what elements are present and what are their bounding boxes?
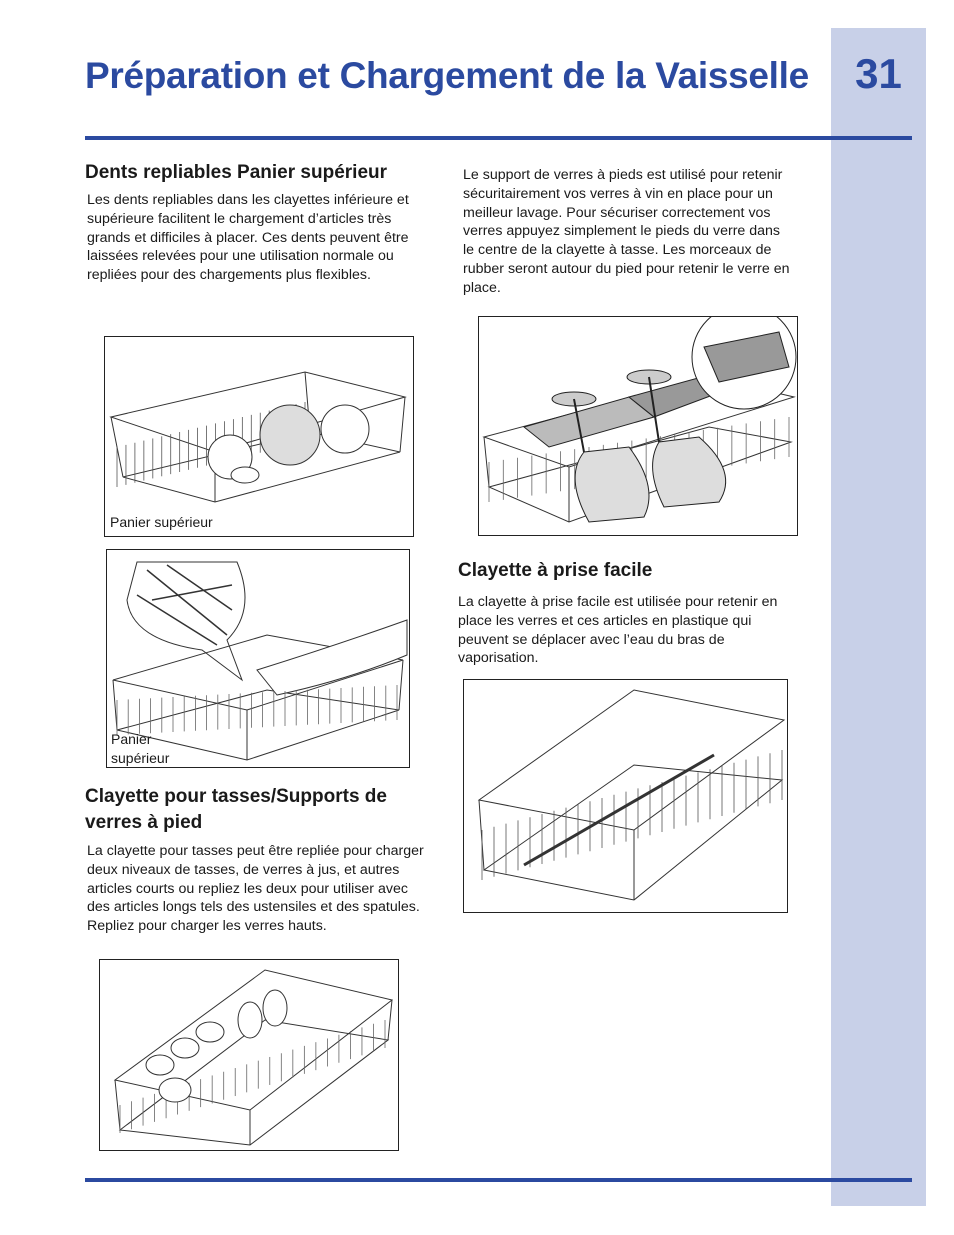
cup-shelf-heading: Clayette pour tasses/Supports de verres à pied xyxy=(85,786,387,833)
upper-rack-illustration xyxy=(105,337,413,536)
tines-body: Les dents repliables dans les clayettes inférieure et supérieure facilitent le chargement d’articles très grands et difficiles à placer. Ces dents peuvent être laissées relevées pour une utilisation normale ou repliées pour des chargements plus flexibles. xyxy=(87,192,409,284)
easy-grip-body: La clayette à prise facile est utilisée pour retenir en place les verres et ces articles en plastique qui peuvent se déplacer avec l’eau du bras de vaporisation. xyxy=(458,594,778,667)
cup-shelf-figure xyxy=(99,959,399,1151)
cup-shelf-body: La clayette pour tasses peut être repliée pour charger deux niveaux de tasses, de verres à jus, et autres articles courts ou repliez les deux pour utiliser avec des articles longs tels des ustensiles et des spatules. Repliez pour charger les verres hauts. xyxy=(87,843,424,935)
bottom-rule xyxy=(85,1178,912,1182)
tine-fold-illustration xyxy=(107,550,409,767)
cup-shelf-illustration xyxy=(100,960,398,1150)
easy-grip-heading: Clayette à prise facile xyxy=(458,560,653,581)
easy-grip-figure xyxy=(463,679,788,913)
top-rule xyxy=(85,136,912,140)
easy-grip-illustration xyxy=(464,680,787,912)
stemware-figure xyxy=(478,316,798,536)
page-title: Préparation et Chargement de la Vaisselle xyxy=(85,55,809,96)
figure1-caption: Panier supérieur xyxy=(110,514,213,530)
figure2-caption-line2: supérieur xyxy=(111,750,170,766)
side-band xyxy=(831,28,926,1206)
stemware-body: Le support de verres à pieds est utilisé pour retenir sécuritairement vos verres à vin en place pour un meilleur lavage. Pour sécuriser correctement vos verres appuyez simplement le pieds du verre dans le centre de la clayette à tasse. Les morceaux de rubber seront autour du pied pour retenir le verre en place. xyxy=(463,167,790,296)
page-number: 31 xyxy=(855,50,902,97)
tine-fold-figure xyxy=(106,549,410,768)
upper-rack-figure xyxy=(104,336,414,537)
figure2-caption-line1: Panier xyxy=(111,731,152,747)
tines-heading: Dents repliables Panier supérieur xyxy=(85,162,388,183)
stemware-illustration xyxy=(479,317,797,535)
